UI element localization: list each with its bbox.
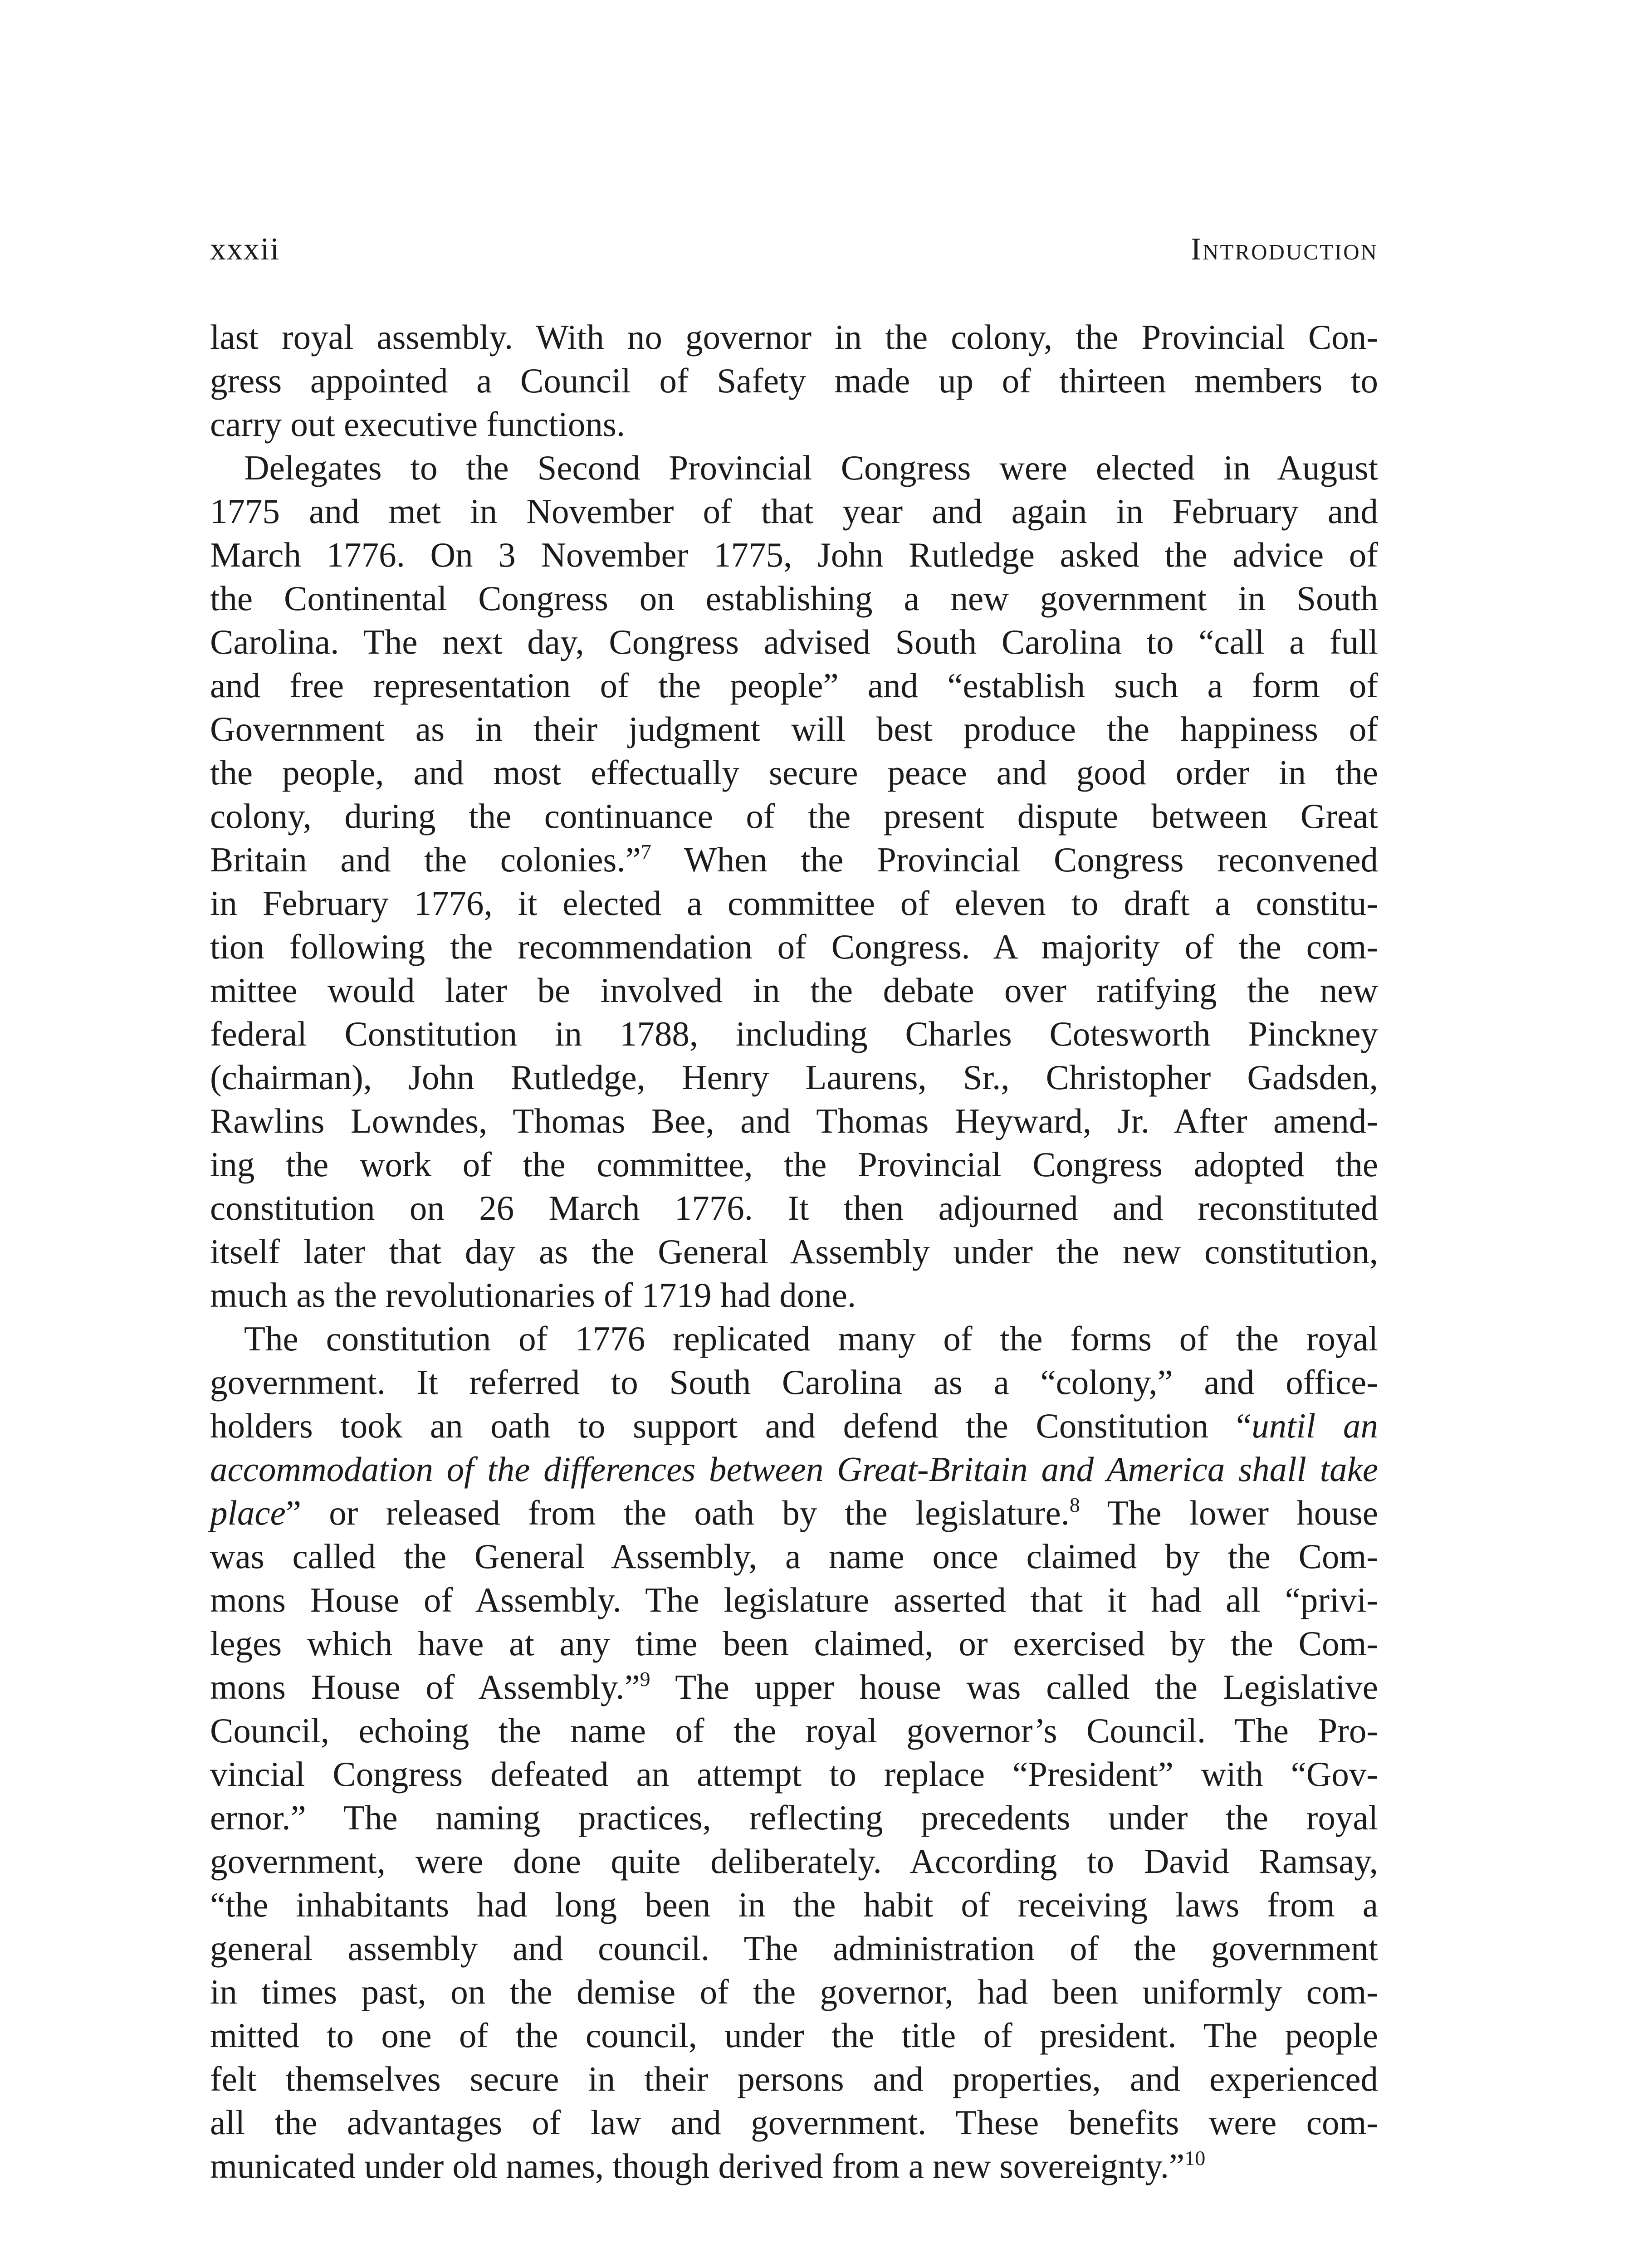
text-line: much as the revolutionaries of 1719 had done. [210,1276,856,1315]
text-line: government. It referred to South Carolina as a “colony,” and office- [210,1363,1378,1402]
text-line: mons House of Assembly. The legislature asserted that it had all “privi- [210,1580,1378,1619]
text-line: government, were done quite deliberately. According to David Ramsay, [210,1842,1378,1881]
text-line: leges which have at any time been claimed, or exercised by the Com- [210,1624,1378,1663]
text-line: colony, during the continuance of the present dispute between Great [210,797,1378,836]
text-line: mitted to one of the council, under the title of president. The people [210,2016,1378,2055]
text-line: vincial Congress defeated an attempt to replace “President” with “Gov- [210,1755,1378,1794]
text-line: ing the work of the committee, the Provincial Congress adopted the [210,1145,1378,1184]
text-line: federal Constitution in 1788, including Charles Cotesworth Pinckney [210,1014,1378,1053]
text-line: mittee would later be involved in the debate over ratifying the new [210,971,1378,1010]
text-line: in times past, on the demise of the governor, had been uniformly com- [210,1972,1378,2011]
running-head [210,229,1378,270]
section-title: Introduction [1190,232,1378,267]
page-number: xxxii [210,232,280,267]
text-line: tion following the recommendation of Congress. A majority of the com- [210,927,1378,966]
text-line: (chairman), John Rutledge, Henry Laurens, Sr., Christopher Gadsden, [210,1058,1378,1097]
text-line: the people, and most effectually secure peace and good order in the [210,753,1378,792]
body-text [210,315,1378,2188]
text-line: Rawlins Lowndes, Thomas Bee, and Thomas Heyward, Jr. After amend- [210,1101,1378,1140]
text-line: felt themselves secure in their persons and properties, and experienced [210,2059,1378,2098]
footnote-marker: 8 [1069,1493,1080,1516]
text-line: itself later that day as the General Assembly under the new constitution, [210,1232,1378,1271]
text-line: in February 1776, it elected a committee of eleven to draft a constitu- [210,884,1378,923]
text-line: March 1776. On 3 November 1775, John Rutledge asked the advice of [210,535,1378,574]
text-line: holders took an oath to support and defend the Constitution “until an [210,1406,1378,1445]
text-line: mons House of Assembly.”$^9$ The upper house was called the Legislative [210,1667,1378,1706]
text-line: 1775 and met in November of that year and again in February and [210,492,1378,531]
footnote-marker: 10 [1184,2146,1206,2170]
text-line: Government as in their judgment will best produce the happiness of [210,709,1378,748]
text-line: last royal assembly. With no governor in the colony, the Provincial Con- [210,318,1378,357]
text-line: Carolina. The next day, Congress advised South Carolina to “call a full [210,622,1378,661]
text-line: and free representation of the people” and “establish such a form of [210,666,1378,705]
text-line: Britain and the colonies.”$^7$ When the Provincial Congress reconvened [210,840,1378,879]
text-line: gress appointed a Council of Safety made up of thirteen members to [210,361,1378,400]
text-line: municated under old names, though derived from a new sovereignty.”$^{10}$ [210,2146,1206,2185]
text-line: general assembly and council. The administration of the government [210,1929,1378,1968]
text-line: all the advantages of law and government. These benefits were com- [210,2103,1378,2142]
footnote-marker: 9 [640,1667,650,1691]
text-line: carry out executive functions. [210,405,626,444]
text-line: accommodation of the differences between Great-Britain and America shall take [210,1450,1378,1489]
text-line: the Continental Congress on establishing a new government in South [210,579,1378,618]
text-line: ernor.” The naming practices, reflecting precedents under the royal [210,1798,1378,1837]
text-line: The constitution of 1776 replicated many of the forms of the royal [244,1319,1378,1358]
text-line: Council, echoing the name of the royal governor’s Council. The Pro- [210,1711,1378,1750]
text-line: Delegates to the Second Provincial Congress were elected in August [244,448,1378,487]
text-line: constitution on 26 March 1776. It then adjourned and reconstituted [210,1188,1378,1227]
text-line: was called the General Assembly, a name once claimed by the Com- [210,1537,1378,1576]
text-line: place” or released from the oath by the legislature.$^8$ The lower house [210,1493,1378,1532]
footnote-marker: 7 [640,840,651,863]
text-line: “the inhabitants had long been in the habit of receiving laws from a [210,1885,1378,1924]
